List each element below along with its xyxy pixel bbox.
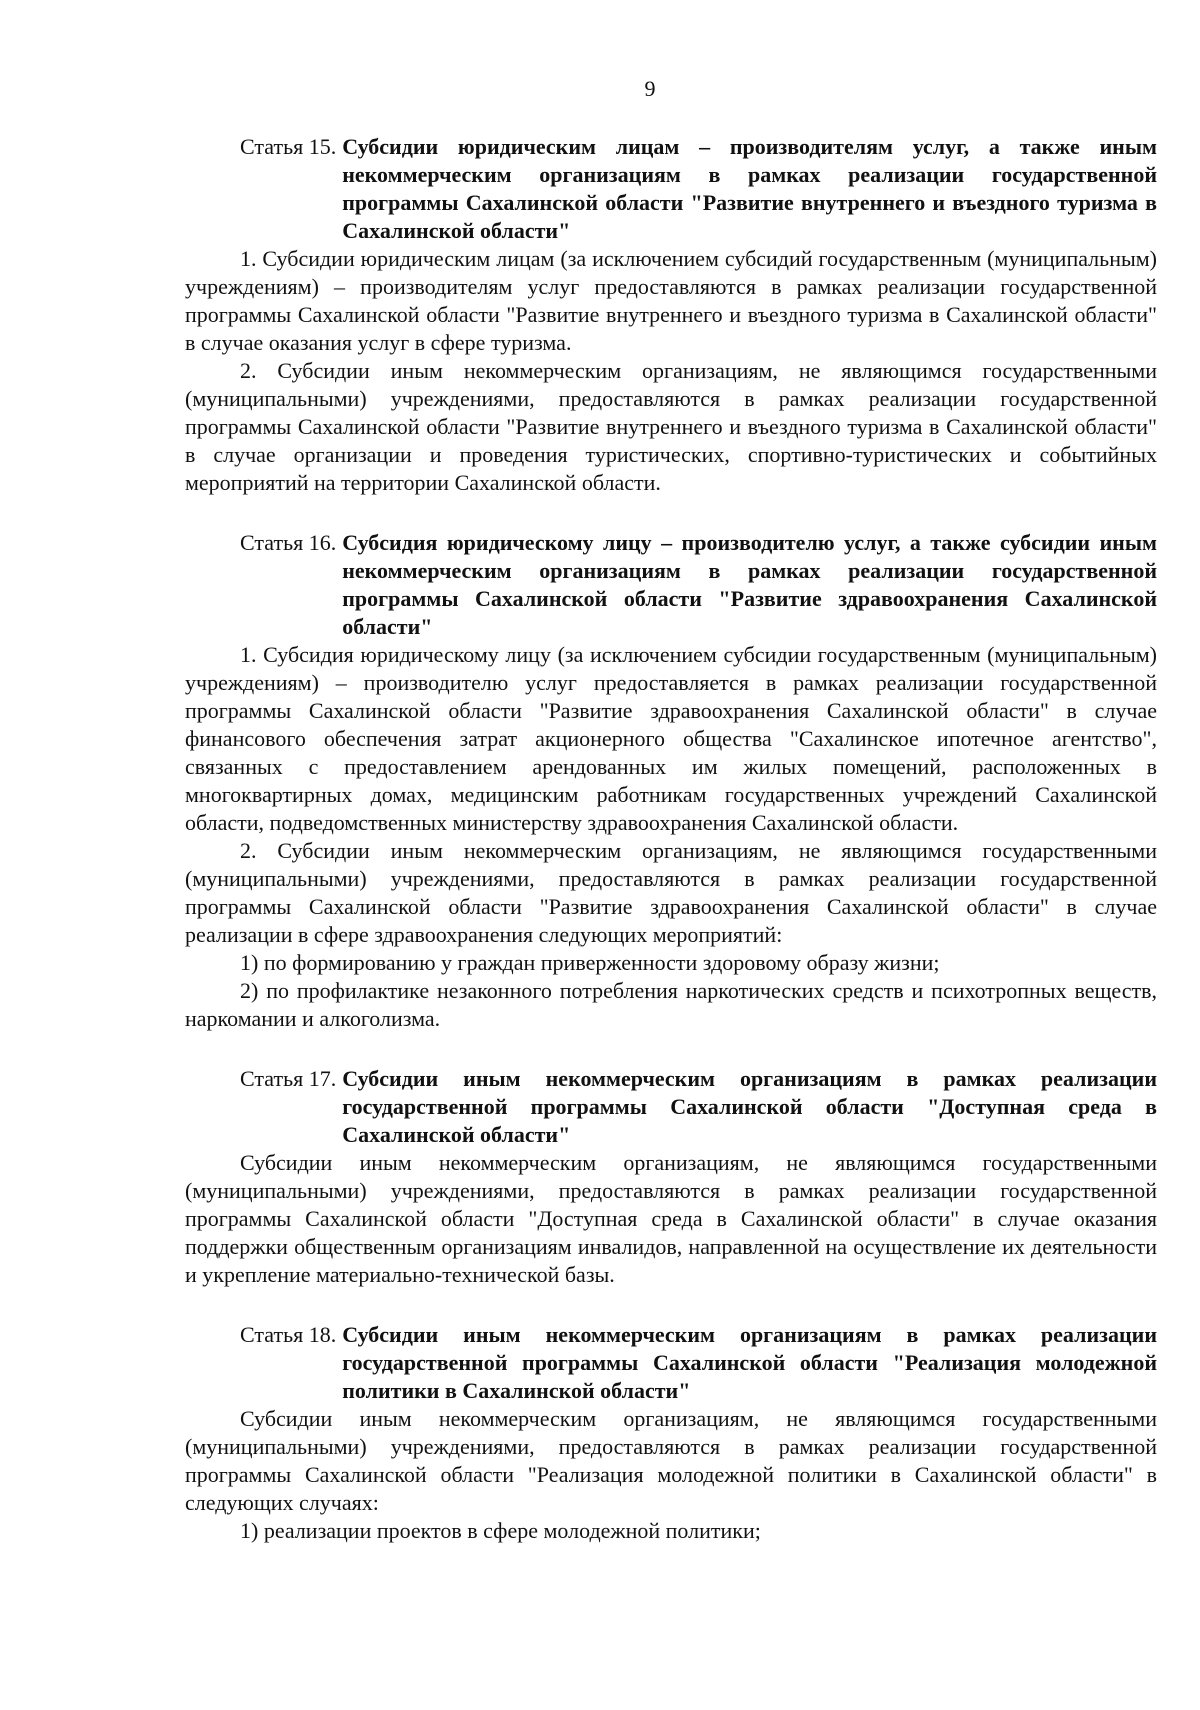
article-heading <box>185 1065 1157 1149</box>
article-title: Субсидии иным некоммерческим организациям в рамках реализации государственной программы Сахалинской области "Реализация молодежной политики в Сахалинской области" <box>342 1322 1157 1403</box>
article-title: Субсидия юридическому лицу – производителю услуг, а также субсидии иным некоммерческим организациям в рамках реализации государственной программы Сахалинской области "Развитие здравоохранения Сахалинской области" <box>342 530 1157 639</box>
paragraph: 1. Субсидии юридическим лицам (за исключением субсидий государственным (муниципальным) учреждениям) – производителям услуг предоставляются в рамках реализации государственной программы Сахалинской области "Развитие внутреннего и въездного туризма в Сахалинской области" в случае оказания услуг в сфере туризма. <box>185 246 1157 355</box>
paragraph: Субсидии иным некоммерческим организациям, не являющимся государственными (муниципальными) учреждениями, предоставляются в рамках реализации государственной программы Сахалинской области "Доступная среда в Сахалинской области" в случае оказания поддержки общественным организациям инвалидов, направленной на осуществление их деятельности и укрепление материально-технической базы. <box>185 1150 1157 1287</box>
list-item: 1) реализации проектов в сфере молодежной политики; <box>240 1518 761 1543</box>
article-number: Статья 15. <box>240 134 337 159</box>
paragraph: Субсидии иным некоммерческим организациям, не являющимся государственными (муниципальными) учреждениями, предоставляются в рамках реализации государственной программы Сахалинской области "Реализация молодежной политики в Сахалинской области" в следующих случаях: <box>185 1406 1157 1515</box>
article-title: Субсидии иным некоммерческим организациям в рамках реализации государственной программы Сахалинской области "Доступная среда в Сахалинской области" <box>342 1066 1157 1147</box>
list-item: 1) по формированию у граждан приверженности здоровому образу жизни; <box>240 950 940 975</box>
article-number: Статья 18. <box>240 1322 337 1347</box>
article-17 <box>185 1065 1157 1289</box>
paragraph: 2. Субсидии иным некоммерческим организациям, не являющимся государственными (муниципальными) учреждениями, предоставляются в рамках реализации государственной программы Сахалинской области "Развитие внутреннего и въездного туризма в Сахалинской области" в случае организации и проведения туристических, спортивно-туристических и событийных мероприятий на территории Сахалинской области. <box>185 358 1157 495</box>
page-number: 9 <box>644 76 656 101</box>
article-15 <box>185 133 1157 497</box>
paragraph: 1. Субсидия юридическому лицу (за исключением субсидии государственным (муниципальным) учреждениям) – производителю услуг предоставляется в рамках реализации государственной программы Сахалинской области "Развитие здравоохранения Сахалинской области" в случае финансового обеспечения затрат акционерного общества "Сахалинское ипотечное агентство", связанных с предоставлением арендованных им жилых помещений, расположенных в многоквартирных домах, медицинским работникам государственных учреждений Сахалинской области, подведомственных министерству здравоохранения Сахалинской области. <box>185 642 1157 835</box>
article-heading <box>185 1321 1157 1405</box>
article-title: Субсидии юридическим лицам – производителям услуг, а также иным некоммерческим организациям в рамках реализации государственной программы Сахалинской области "Развитие внутреннего и въездного туризма в Сахалинской области" <box>342 134 1157 243</box>
article-heading <box>185 529 1157 641</box>
article-number: Статья 16. <box>240 530 337 555</box>
article-heading <box>185 133 1157 245</box>
document-body <box>185 133 1157 1545</box>
article-16 <box>185 529 1157 1033</box>
article-number: Статья 17. <box>240 1066 337 1091</box>
article-18 <box>185 1321 1157 1545</box>
paragraph: 2. Субсидии иным некоммерческим организациям, не являющимся государственными (муниципальными) учреждениями, предоставляются в рамках реализации государственной программы Сахалинской области "Развитие здравоохранения Сахалинской области" в случае реализации в сфере здравоохранения следующих мероприятий: <box>185 838 1157 947</box>
list-item: 2) по профилактике незаконного потребления наркотических средств и психотропных веществ, наркомании и алкоголизма. <box>185 978 1157 1031</box>
